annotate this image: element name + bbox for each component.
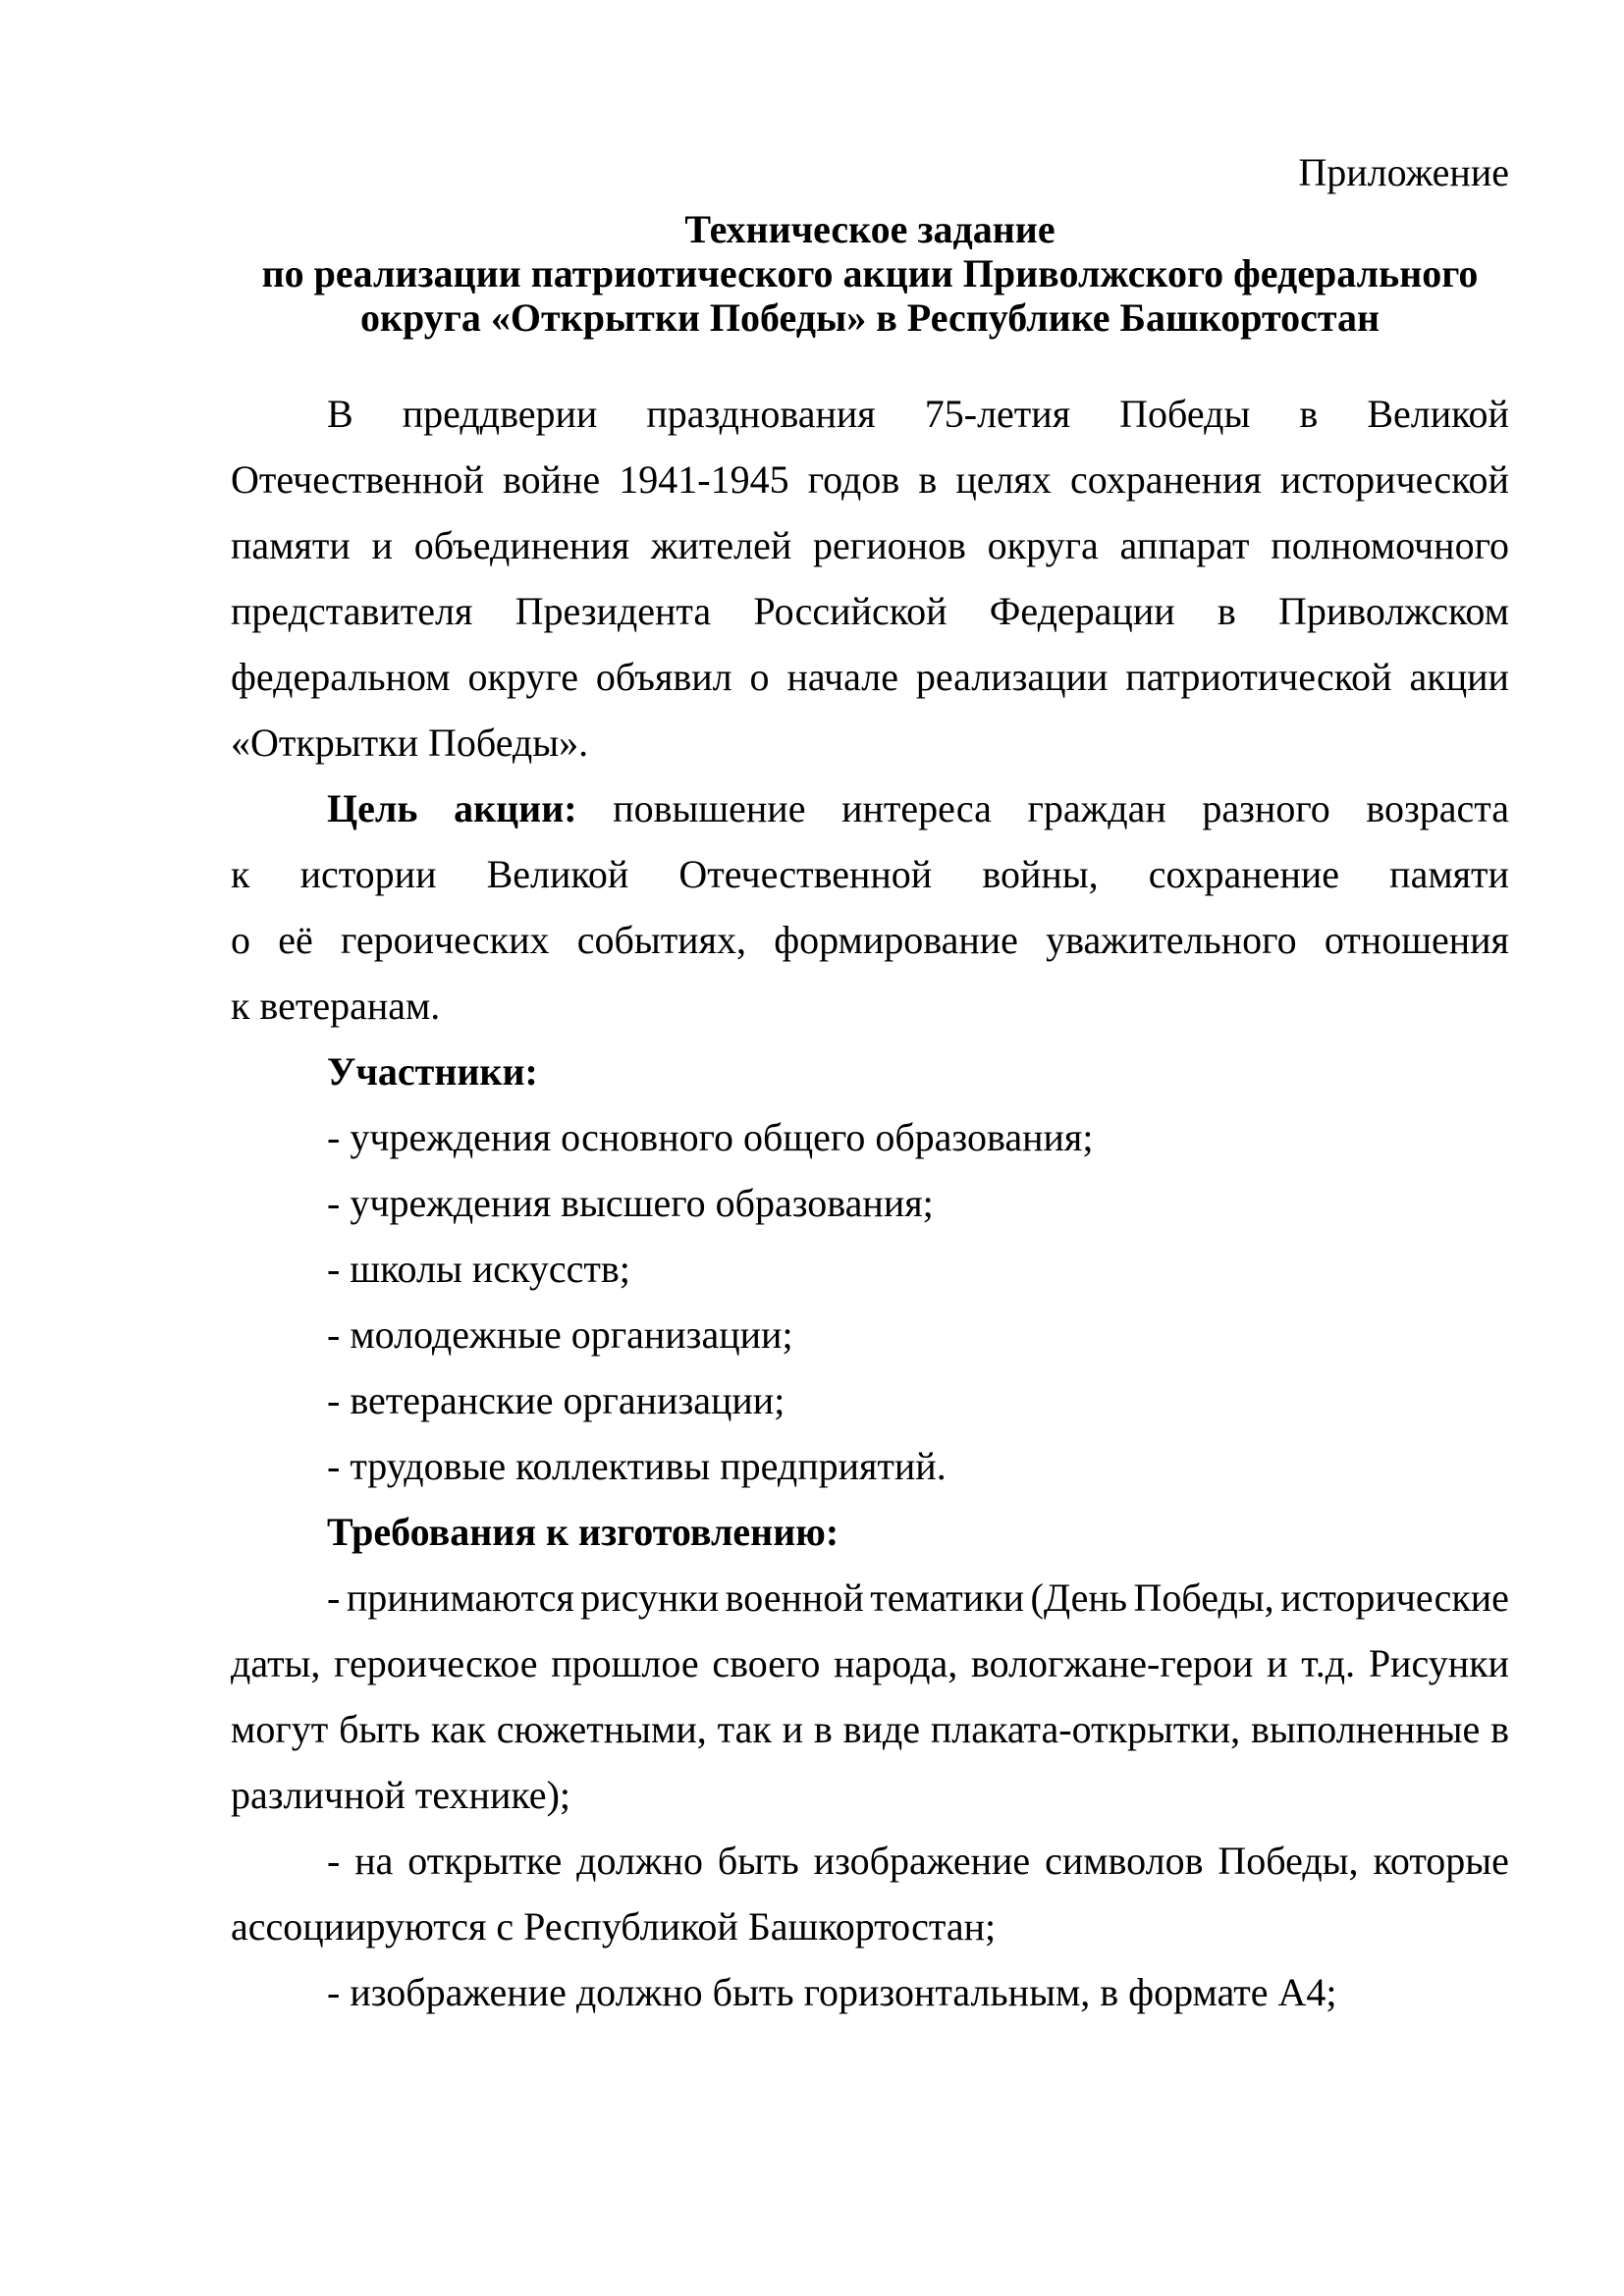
- text-line: Участники:: [327, 1049, 538, 1094]
- title-line: округа «Открытки Победы» в Республике Башкортостан: [359, 295, 1380, 340]
- text-line: могут быть как сюжетными, так и в виде плаката-открытки, выполненные в: [231, 1707, 1509, 1751]
- text-line: к ветеранам.: [231, 984, 441, 1028]
- text-line: Цель акции: повышение интереса граждан разного возраста: [327, 786, 1509, 830]
- participants-heading: [231, 1039, 1509, 1104]
- text-line: Требования к изготовлению:: [327, 1510, 839, 1554]
- text-line: представителя Президента Российской Федерации в Приволжском: [231, 589, 1509, 633]
- text-line: - молодежные организации;: [327, 1312, 793, 1357]
- title-line: по реализации патриотического акции Приволжского федерального: [261, 251, 1479, 295]
- goal-paragraph: [231, 775, 1509, 1039]
- text-line: ассоциируются с Республикой Башкортостан;: [231, 1904, 997, 1949]
- intro-paragraph: [231, 381, 1509, 775]
- annex-label: Приложение: [1298, 150, 1509, 194]
- requirement-format-paragraph: [231, 1959, 1509, 2025]
- text-line: федеральном округе объявил о начале реализации патриотической акции: [231, 655, 1509, 699]
- text-line: - школы искусств;: [327, 1247, 630, 1291]
- text-line: различной технике);: [231, 1773, 570, 1817]
- document-body: [231, 381, 1509, 2025]
- text-line: даты, героическое прошлое своего народа, вологжане-герои и т.д. Рисунки: [231, 1641, 1509, 1685]
- text-line: - трудовые коллективы предприятий.: [327, 1444, 947, 1488]
- requirement-symbols-paragraph: [231, 1828, 1509, 1959]
- text-line: - принимаются рисунки военной тематики (День Победы, исторические: [327, 1575, 1509, 1620]
- text-line: - учреждения высшего образования;: [327, 1181, 934, 1225]
- text-line: В преддверии празднования 75-летия Победы в Великой: [327, 392, 1509, 436]
- text-line: - ветеранские организации;: [327, 1378, 785, 1422]
- title-line: Техническое задание: [684, 207, 1056, 251]
- text-line: о её героических событиях, формирование уважительного отношения: [231, 918, 1509, 962]
- text-line: Отечественной войне 1941-1945 годов в целях сохранения исторической: [231, 457, 1509, 502]
- text-line: «Открытки Победы».: [231, 721, 589, 765]
- text-line: - на открытке должно быть изображение символов Победы, которые: [327, 1839, 1509, 1883]
- document-title: [231, 207, 1509, 340]
- requirement-drawings-paragraph: [231, 1565, 1509, 1828]
- text-line: - изображение должно быть горизонтальным, в формате А4;: [327, 1970, 1337, 2014]
- text-line: памяти и объединения жителей регионов округа аппарат полномочного: [231, 523, 1509, 567]
- participants-list: [231, 1104, 1509, 1499]
- text-line: - учреждения основного общего образования;: [327, 1115, 1094, 1159]
- requirements-heading: [231, 1499, 1509, 1565]
- text-line: к истории Великой Отечественной войны, сохранение памяти: [231, 852, 1509, 896]
